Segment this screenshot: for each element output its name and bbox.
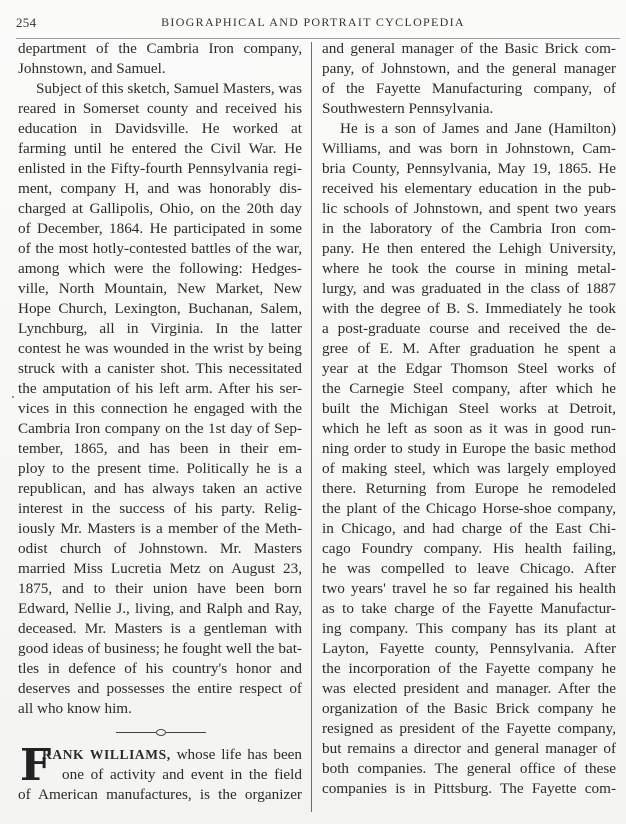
text-line: the incorporation of the Fayette company he [322, 660, 616, 677]
text-line: all who know him. [18, 700, 132, 717]
text-line: resigned as president of the Fayette company, [322, 720, 616, 737]
text-line: which he left as soon as it was in good run- [322, 420, 616, 437]
text-line: of making steel, which was largely employed [322, 460, 616, 477]
text-line: Layton, Fayette county, Pennsylvania. After [322, 640, 616, 657]
text-line: tember, 1865, and has been in their em- [18, 440, 302, 457]
separator-rule-right [166, 732, 206, 733]
text-line: odist church of Johnstown. Mr. Masters [18, 540, 302, 557]
text-line: tles in defence of his country's honor and [18, 660, 302, 677]
separator-knot [156, 729, 166, 736]
text-line: the plant of the Chicago Horse-shoe company, [322, 500, 616, 517]
text-line: Southwestern Pennsylvania. [322, 100, 494, 117]
text-line: a post-graduate course and received the de- [322, 320, 616, 337]
text-line: charged at Gallipolis, Ohio, on the 20th day [18, 200, 302, 217]
text-line: among which were the following: Hedges- [18, 260, 302, 277]
text-line: Subject of this sketch, Samuel Masters, was [36, 80, 302, 97]
text-line: but remains a director and general manager of [322, 740, 616, 757]
column-divider [311, 42, 312, 812]
section-separator-ornament [18, 719, 302, 745]
text-line: of the Fayette Manufacturing company, of [322, 80, 616, 97]
text-line: cago Foundry company. His health failing, [322, 540, 616, 557]
text-line: built the Michigan Steel works at Detroit, [322, 400, 616, 417]
text-line: companies is in Pittsburg. The Fayette com- [322, 780, 616, 797]
text-line: Johnstown, and Samuel. [18, 60, 166, 77]
entry-first-line-text: whose life has been [176, 746, 303, 763]
text-line: lurgy, and was graduated in the class of 1887 [322, 280, 616, 297]
text-line: there. Returning from Europe he remodeled [322, 480, 616, 497]
text-line: both companies. The general office of these [322, 760, 616, 777]
text-line: ploy to the present time. Politically he is a [18, 460, 302, 477]
text-line: of the most hotly-contested battles of the war, [18, 240, 302, 257]
text-line: interest in the success of his party. Relig- [18, 500, 302, 517]
drop-cap: F [20, 740, 52, 791]
text-line: Edward, Nellie J., living, and Ralph and Ray, [18, 600, 302, 617]
text-line: where he took the course in mining metal- [322, 260, 616, 277]
text-line: two years' travel he so far regained his health [322, 580, 616, 597]
text-line: department of the Cambria Iron company, [18, 40, 302, 57]
text-line: married Miss Lucretia Metz on August 23, [18, 560, 302, 577]
text-line: in Chicago, and had charge of the East Chi- [322, 520, 616, 537]
text-line: as to take charge of the Fayette Manufactur- [322, 600, 616, 617]
text-line: vices in this connection he engaged with the [18, 400, 302, 417]
entry-name: RANK WILLIAMS, [42, 747, 171, 762]
text-line: lic schools of Johnstown, and spent two years [322, 200, 616, 217]
text-line: struck with a canister shot. This necessitated [18, 360, 302, 377]
text-line: republican, and has always taken an active [18, 480, 302, 497]
text-line: year at the Edgar Thomson Steel works of [322, 360, 616, 377]
text-line: good ideas of business; he fought well the bat- [18, 640, 302, 657]
text-line: enlisted in the Fifty-fourth Pennsylvania regi- [18, 160, 302, 177]
text-line: reared in Somerset county and received his [18, 100, 302, 117]
running-head: BIOGRAPHICAL AND PORTRAIT CYCLOPEDIA [161, 15, 465, 29]
text-line: the Carnegie Steel company, after which he [322, 380, 616, 397]
text-line: of American manufactures, is the organizer [18, 786, 302, 803]
text-line: ning order to study in Europe the basic method [322, 440, 616, 457]
text-line: Cambria Iron company on the 1st day of Sep- [18, 420, 302, 437]
text-line: iously Mr. Masters is a member of the Meth- [18, 520, 302, 537]
text-line: 1875, and to their union have been born [18, 580, 302, 597]
text-line: Lynchburg, all in Virginia. In the latter [18, 320, 302, 337]
text-line: organization of the Basic Brick company he [322, 700, 616, 717]
text-line: ment, company H, and was honorably dis- [18, 180, 302, 197]
text-line: bria County, Pennsylvania, May 19, 1865. He [322, 160, 616, 177]
page-header [0, 10, 626, 34]
text-line: pany, of Johnstown, and the general manager [322, 60, 616, 77]
text-line: gree of E. M. After graduation he spent a [322, 340, 616, 357]
text-line: the amputation of his left arm. After his ser- [18, 380, 302, 397]
text-line: ville, North Mountain, New Market, New [18, 280, 302, 297]
text-line: in the laboratory of the Cambria Iron com- [322, 220, 616, 237]
text-line: with the degree of B. S. Immediately he took [322, 300, 616, 317]
text-line: was elected president and manager. After the [322, 680, 616, 697]
right-column [322, 39, 616, 799]
text-line: of December, 1864. He participated in some [18, 220, 302, 237]
text-line: deserves and possesses the entire respect of [18, 680, 302, 697]
text-line: Hope Church, Lexington, Buchanan, Salem, [18, 300, 302, 317]
text-line: and general manager of the Basic Brick com- [322, 40, 616, 57]
text-line: deceased. Mr. Masters is a gentleman with [18, 620, 302, 637]
text-line: one of activity and event in the field [62, 766, 302, 783]
left-column [18, 39, 302, 805]
print-speck [12, 396, 14, 398]
text-line: farming until he entered the Civil War. He [18, 140, 302, 157]
text-line: contest he was wounded in the wrist by being [18, 340, 302, 357]
text-line: He is a son of James and Jane (Hamilton) [340, 120, 616, 137]
text-line: received his elementary education in the pub- [322, 180, 616, 197]
text-line: he was compelled to leave Chicago. After [322, 560, 616, 577]
text-line: education in Davidsville. He worked at [18, 120, 302, 137]
text-line: pany. He then entered the Lehigh University, [322, 240, 616, 257]
page-number: 254 [16, 15, 37, 30]
text-line: Williams, and was born in Johnstown, Cam- [322, 140, 616, 157]
separator-rule-left [116, 732, 156, 733]
text-line: ing company. This company has its plant at [322, 620, 616, 637]
